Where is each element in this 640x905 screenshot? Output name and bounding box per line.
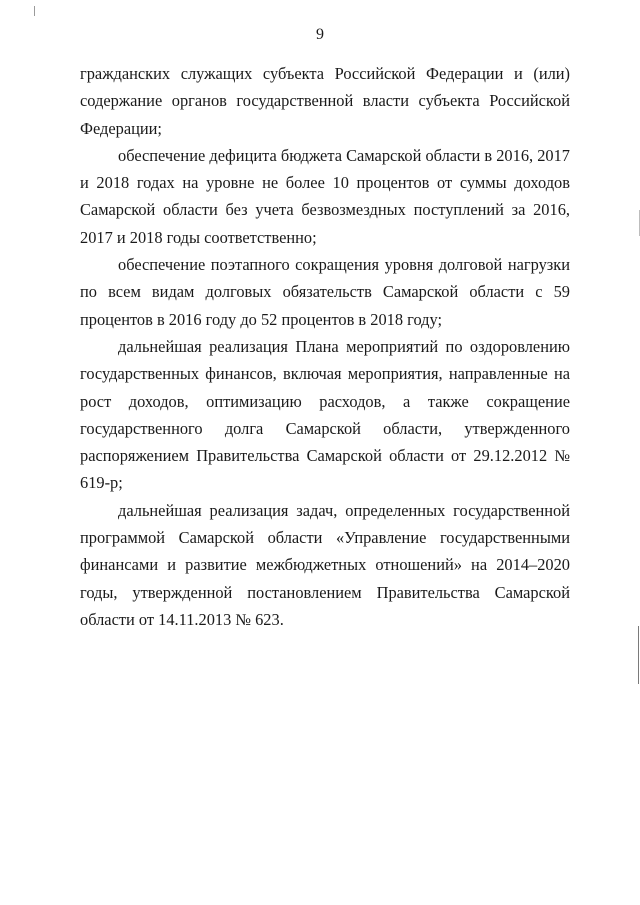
scan-artifact-mark [638,626,639,684]
page-number: 9 [316,26,324,43]
paragraph: гражданских служащих субъекта Российской Федерации и (или) содержание органов государственной власти субъекта Российской Федерации; [80,64,570,138]
scan-artifact-mark [34,6,35,16]
paragraph: дальнейшая реализация Плана мероприятий по оздоровлению государственных финансов, включая мероприятия, направленные на рост доходов, оптимизацию расходов, а также сокращение государственного долга Самарской области, утвержденного распоряжением Правительства Самарской области от 29.12.2012 № 619-р; [80,336,570,493]
document-body [80,60,570,633]
paragraph: обеспечение поэтапного сокращения уровня долговой нагрузки по всем видам долговых обязательств Самарской области с 59 процентов в 2016 году до 52 процентов в 2018 году; [80,255,570,329]
paragraph: обеспечение дефицита бюджета Самарской области в 2016, 2017 и 2018 годах на уровне не более 10 процентов от суммы доходов Самарской области без учета безвозмездных поступлений за 2016, 2017 и 2018 годы соответственно; [80,145,570,247]
paragraph: дальнейшая реализация задач, определенных государственной программой Самарской области «Управление государственными финансами и развитие межбюджетных отношений» на 2014–2020 годы, утвержденной постановлением Правительства Самарской области от 14.11.2013 № 623. [80,500,570,629]
